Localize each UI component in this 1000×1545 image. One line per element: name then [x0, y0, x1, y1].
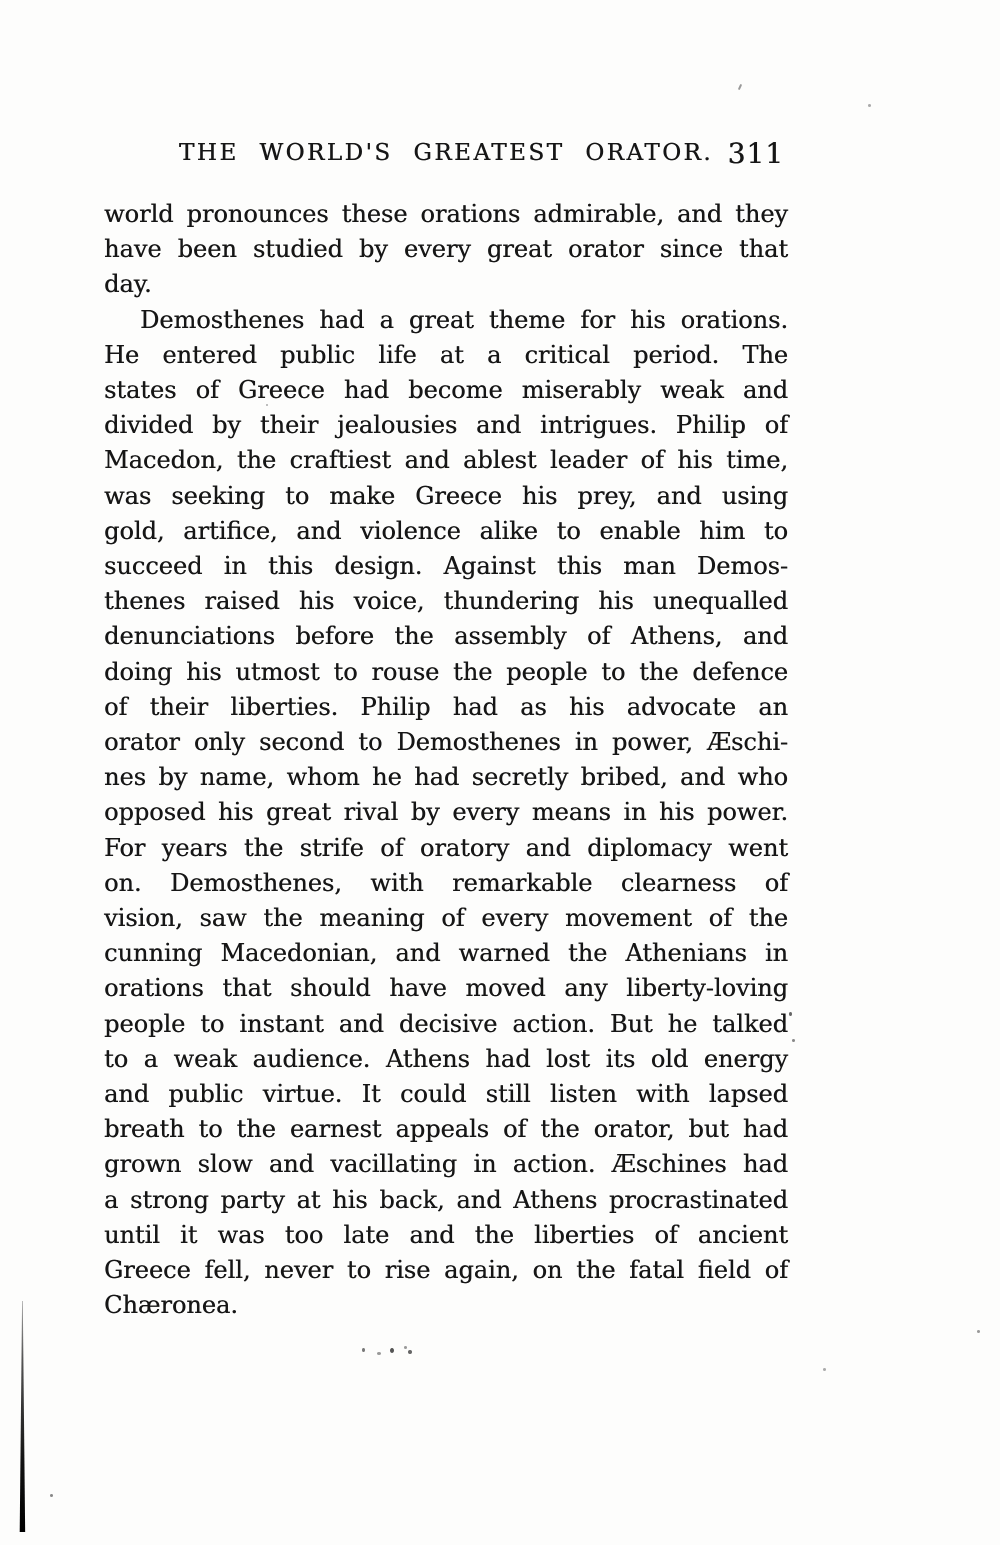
text-line: orator only second to Demosthenes in power, Æschi-	[104, 728, 788, 757]
scan-speckle	[50, 1494, 53, 1497]
scan-speckle	[738, 84, 742, 90]
scan-speckle	[377, 1352, 381, 1355]
text-line: divided by their jealousies and intrigues. Philip of	[104, 411, 788, 440]
text-line: gold, artifice, and violence alike to enable him to	[104, 516, 788, 545]
text-line: breath to the earnest appeals of the orator, but had	[104, 1115, 788, 1144]
page-header	[104, 137, 788, 170]
text-line: and public virtue. It could still listen with lapsed	[104, 1080, 788, 1109]
scan-speckle	[266, 404, 268, 406]
running-head-title: THE WORLD'S GREATEST ORATOR.	[178, 140, 714, 166]
text-line: Greece fell, never to rise again, on the fatal field of	[104, 1256, 788, 1285]
scan-speckle	[362, 1348, 365, 1352]
scan-speckle	[868, 104, 871, 107]
scan-speckle	[977, 1330, 980, 1333]
text-line: of their liberties. Philip had as his advocate an	[104, 692, 788, 721]
text-line: to a weak audience. Athens had lost its old energy	[104, 1044, 788, 1073]
text-line: doing his utmost to rouse the people to the defence	[104, 657, 788, 686]
text-line: Chæronea.	[104, 1291, 238, 1320]
text-line: a strong party at his back, and Athens procrastinated	[104, 1185, 788, 1214]
text-line: He entered public life at a critical period. The	[104, 340, 788, 369]
text-line: thenes raised his voice, thundering his unequalled	[104, 587, 788, 616]
text-line: opposed his great rival by every means in his power.	[104, 798, 788, 827]
text-line: denunciations before the assembly of Athens, and	[104, 622, 788, 651]
scan-edge-artifact	[19, 1301, 26, 1532]
text-line: was seeking to make Greece his prey, and using	[104, 481, 788, 510]
text-line: states of Greece had become miserably weak and	[104, 376, 788, 405]
text-line: grown slow and vacillating in action. Æschines had	[104, 1150, 788, 1179]
scan-speckle	[408, 1350, 412, 1354]
text-line: orations that should have moved any liberty-loving	[104, 974, 788, 1003]
page-number: 311	[727, 137, 784, 170]
text-line: on. Demosthenes, with remarkable clearness of	[104, 868, 788, 897]
scan-speckle	[792, 1039, 795, 1042]
text-line: day.	[104, 270, 152, 299]
scan-speckle	[789, 1012, 792, 1016]
text-line: have been studied by every great orator since that	[104, 235, 788, 264]
text-line: world pronounces these orations admirable, and they	[104, 200, 788, 228]
text-line: people to instant and decisive action. But he talked	[104, 1009, 788, 1038]
scan-speckle	[404, 1346, 407, 1349]
text-line: Macedon, the craftiest and ablest leader of his time,	[104, 446, 788, 475]
text-line: nes by name, whom he had secretly bribed, and who	[104, 763, 788, 792]
text-line: succeed in this design. Against this man Demos-	[104, 552, 788, 581]
text-line: For years the strife of oratory and diplomacy went	[104, 833, 788, 862]
scan-speckle	[823, 1368, 826, 1371]
text-line: cunning Macedonian, and warned the Athenians in	[104, 939, 788, 968]
body-text	[104, 197, 788, 1324]
text-line: Demosthenes had a great theme for his orations.	[140, 305, 788, 334]
text-line: until it was too late and the liberties of ancient	[104, 1220, 788, 1249]
scan-speckle	[390, 1348, 394, 1353]
text-line: vision, saw the meaning of every movement of the	[104, 904, 788, 933]
